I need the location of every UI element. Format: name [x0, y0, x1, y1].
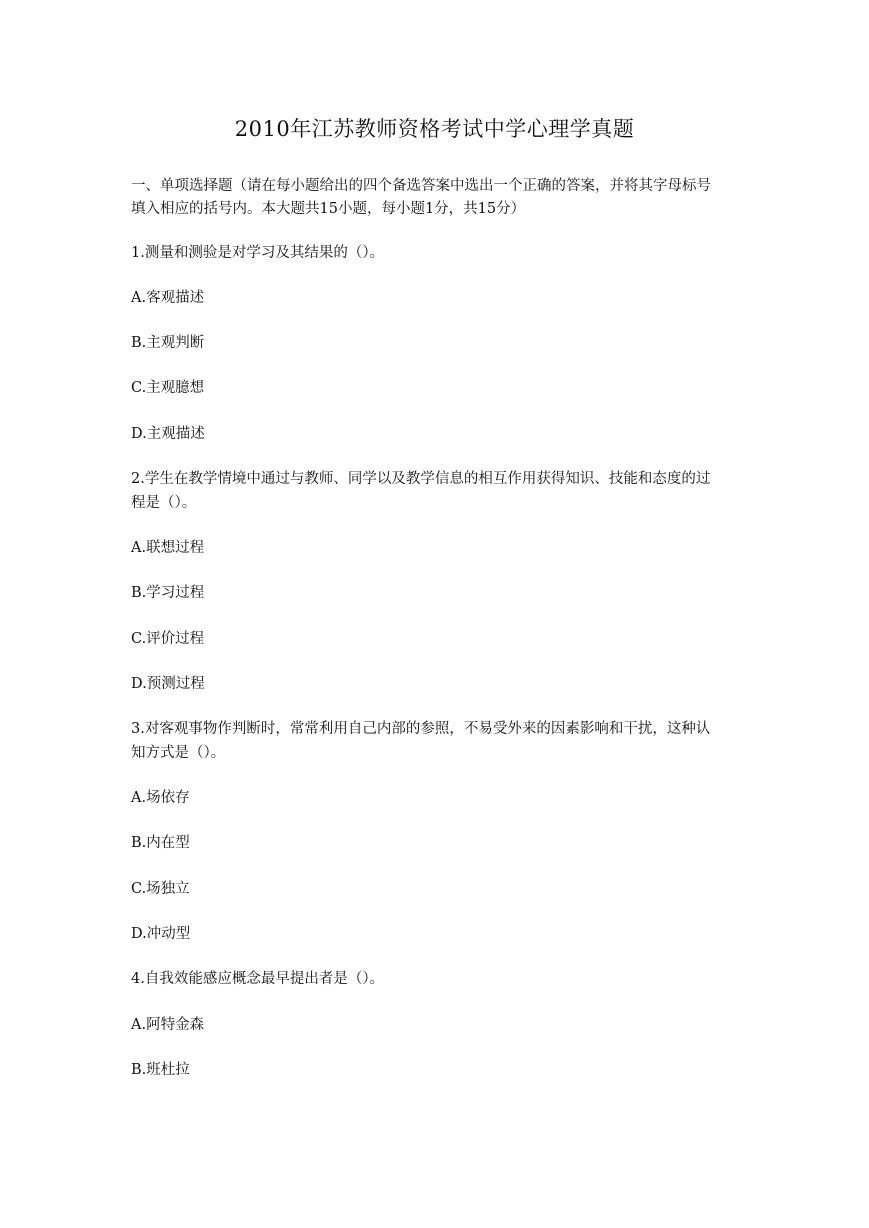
question-2-stem-line-1: 2.学生在教学情境中通过与教师、同学以及教学信息的相互作用获得知识、技能和态度的过: [131, 471, 711, 487]
question-4-option-b: B.班杜拉: [131, 1062, 190, 1078]
question-2-option-c: C.评价过程: [131, 631, 205, 647]
question-2-option-b: B.学习过程: [131, 585, 205, 601]
question-1-option-d: D.主观描述: [131, 426, 205, 442]
question-4-option-a: A.阿特金森: [131, 1017, 205, 1033]
section-heading-line-2: 填入相应的括号内。本大题共15小题，每小题1分，共15分）: [131, 201, 526, 217]
question-3-option-c: C.场独立: [131, 881, 190, 897]
question-2-option-a: A.联想过程: [131, 540, 205, 556]
question-3-stem-line-1: 3.对客观事物作判断时，常常利用自己内部的参照，不易受外来的因素影响和干扰，这种认: [131, 721, 711, 737]
question-2-stem-line-2: 程是（）。: [131, 495, 197, 511]
question-2-option-d: D.预测过程: [131, 676, 205, 692]
question-3-option-b: B.内在型: [131, 835, 190, 851]
section-heading-line-1: 一、单项选择题（请在每小题给出的四个备选答案中选出一个正确的答案，并将其字母标号: [131, 178, 711, 194]
question-1-option-b: B.主观判断: [131, 335, 205, 351]
question-1-stem: 1.测量和测验是对学习及其结果的（）。: [131, 245, 385, 261]
question-4-stem: 4.自我效能感应概念最早提出者是（）。: [131, 971, 385, 987]
question-1-option-c: C.主观臆想: [131, 380, 205, 396]
document-title: 2010年江苏教师资格考试中学心理学真题: [234, 117, 635, 141]
question-3-stem-line-2: 知方式是（）。: [131, 745, 226, 761]
question-3-option-d: D.冲动型: [131, 926, 191, 942]
question-1-option-a: A.客观描述: [131, 290, 205, 306]
question-3-option-a: A.场依存: [131, 790, 190, 806]
